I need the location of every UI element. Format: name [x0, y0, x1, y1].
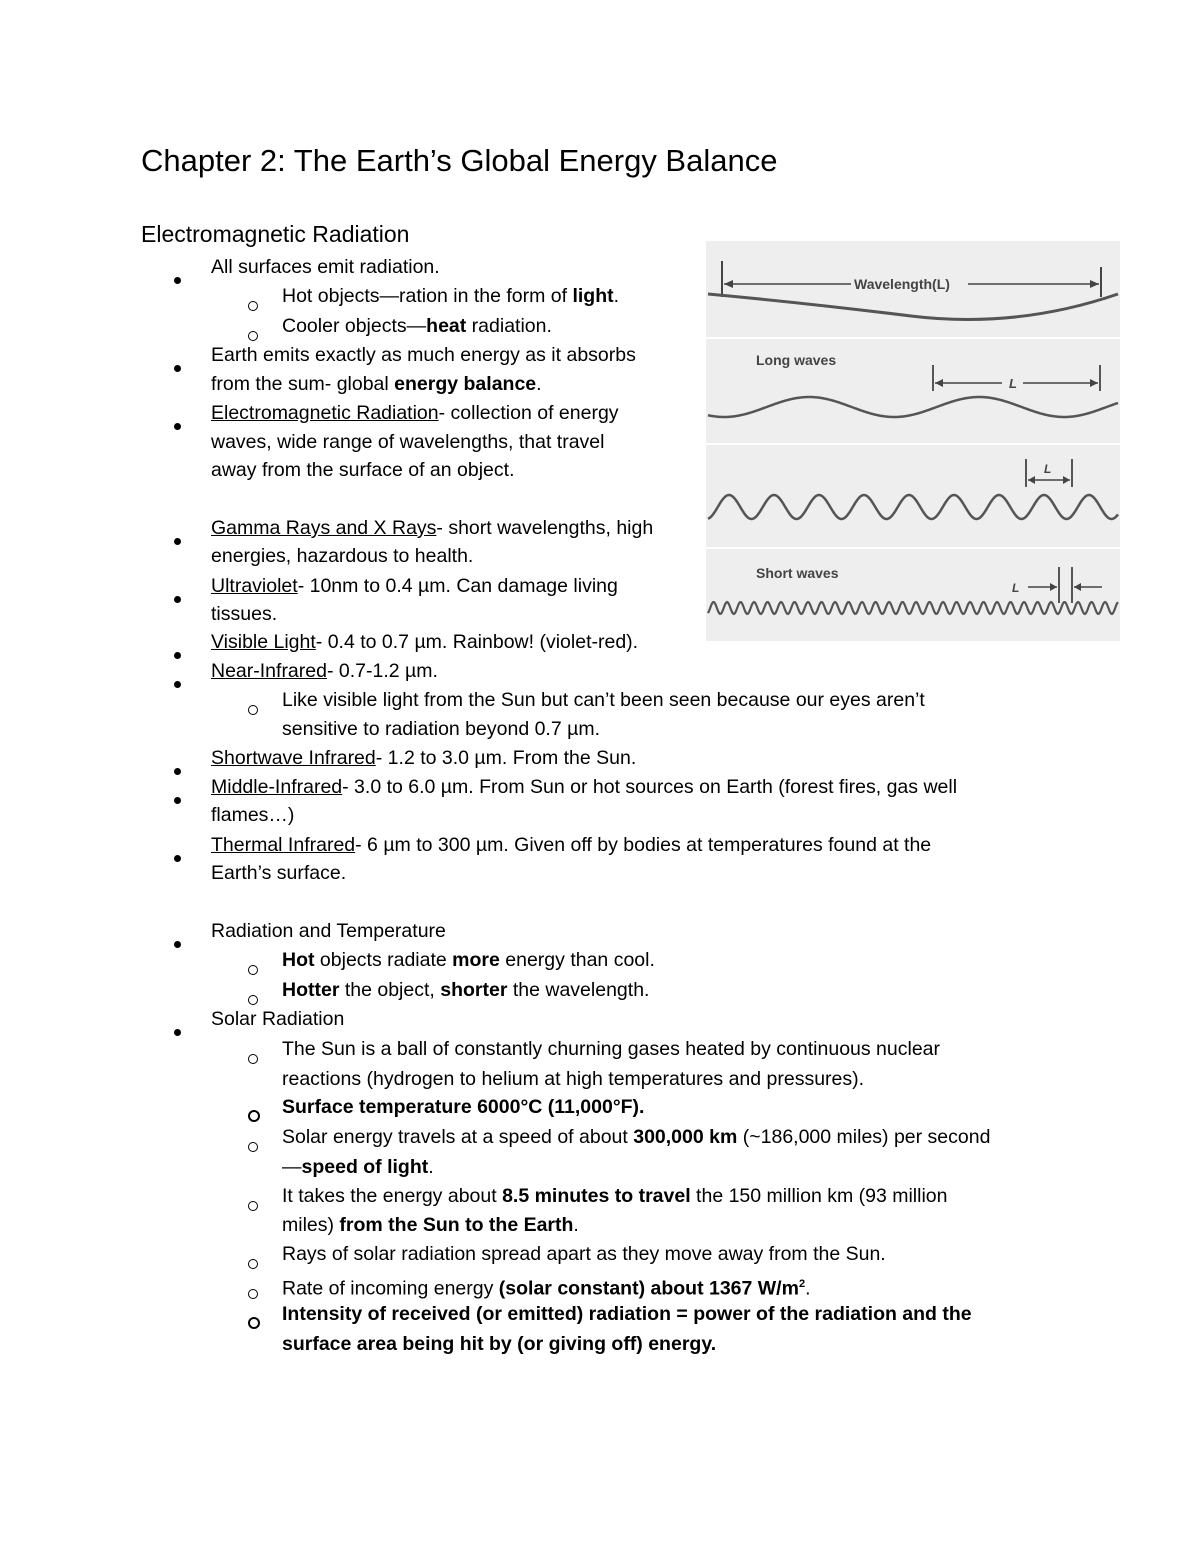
bullet-dot-icon: [174, 768, 181, 775]
list-item: Like visible light from the Sun but can’t been seen because our eyes aren’t: [282, 689, 925, 711]
list-item-continued: waves, wide range of wavelengths, that travel: [211, 431, 605, 453]
list-item: Thermal Infrared- 6 µm to 300 µm. Given off by bodies at temperatures found at the: [211, 834, 932, 856]
bullet-circle-icon: [248, 331, 258, 341]
list-item-continued: —speed of light.: [282, 1156, 434, 1178]
bullet-dot-icon: [174, 277, 181, 284]
svg-text:L: L: [1012, 581, 1020, 595]
bullet-circle-icon: [248, 1110, 260, 1122]
list-item: Hotter the object, shorter the wavelength.: [282, 979, 650, 1001]
bullet-dot-icon: [174, 1029, 181, 1036]
list-item: Radiation and Temperature: [211, 920, 446, 942]
list-item-continued: miles) from the Sun to the Earth.: [282, 1214, 579, 1236]
list-item: Hot objects—ration in the form of light.: [282, 285, 620, 307]
short-waves-label: Short waves: [756, 565, 839, 581]
wavelength-figure: [706, 241, 1120, 641]
list-item: Shortwave Infrared- 1.2 to 3.0 µm. From the Sun.: [211, 747, 637, 769]
list-item: It takes the energy about 8.5 minutes to travel the 150 million km (93 million: [282, 1185, 948, 1207]
list-item: Ultraviolet- 10nm to 0.4 µm. Can damage living: [211, 575, 618, 597]
bullet-circle-icon: [248, 301, 258, 311]
bullet-circle-icon: [248, 705, 258, 715]
wavelength-label: Wavelength(L): [854, 276, 950, 292]
list-item: Rays of solar radiation spread apart as they move away from the Sun.: [282, 1243, 886, 1265]
list-item: Gamma Rays and X Rays- short wavelengths, high: [211, 517, 654, 539]
list-item: Rate of incoming energy (solar constant) about 1367 $W/m^2$.: [282, 1277, 811, 1300]
list-item: The Sun is a ball of constantly churning gases heated by continuous nuclear: [282, 1038, 941, 1060]
list-item: Hot objects radiate more energy than cool.: [282, 949, 655, 971]
list-item-continued: from the sum- global energy balance.: [211, 373, 542, 395]
section-heading: Electromagnetic Radiation: [141, 221, 410, 247]
list-item: All surfaces emit radiation.: [211, 256, 440, 278]
list-item-continued: surface area being hit by (or giving off) energy.: [282, 1333, 717, 1355]
bullet-dot-icon: [174, 941, 181, 948]
bullet-circle-icon: [248, 1317, 260, 1329]
bullet-circle-icon: [248, 965, 258, 975]
list-item: Solar energy travels at a speed of about 300,000 km (~186,000 miles) per second: [282, 1126, 991, 1148]
list-item: Cooler objects—heat radiation.: [282, 315, 552, 337]
long-waves-label: Long waves: [756, 352, 837, 368]
svg-text:L: L: [1044, 462, 1052, 476]
list-item: Middle-Infrared- 3.0 to 6.0 µm. From Sun or hot sources on Earth (forest fires, gas well: [211, 776, 958, 798]
list-item: Solar Radiation: [211, 1008, 345, 1030]
bullet-circle-icon: [248, 1142, 258, 1152]
svg-text:L: L: [1009, 376, 1017, 391]
page-title: Chapter 2: The Earth’s Global Energy Balance: [141, 143, 778, 178]
list-item-continued: tissues.: [211, 603, 278, 625]
list-item-continued: away from the surface of an object.: [211, 459, 515, 481]
list-item: Electromagnetic Radiation- collection of energy: [211, 402, 619, 424]
list-item-continued: Earth’s surface.: [211, 862, 347, 884]
bullet-dot-icon: [174, 681, 181, 688]
list-item: Intensity of received (or emitted) radiation = power of the radiation and the: [282, 1303, 972, 1325]
bullet-circle-icon: [248, 1201, 258, 1211]
list-item: Visible Light- 0.4 to 0.7 µm. Rainbow! (violet-red).: [211, 631, 639, 653]
list-item-continued: energies, hazardous to health.: [211, 545, 474, 567]
list-item-continued: sensitive to radiation beyond 0.7 µm.: [282, 718, 600, 740]
list-item: Near-Infrared- 0.7-1.2 µm.: [211, 660, 438, 682]
bullet-circle-icon: [248, 995, 258, 1005]
bullet-dot-icon: [174, 652, 181, 659]
bullet-circle-icon: [248, 1259, 258, 1269]
list-item-continued: flames…): [211, 804, 295, 826]
bullet-dot-icon: [174, 596, 181, 603]
bullet-dot-icon: [174, 365, 181, 372]
bullet-circle-icon: [248, 1289, 258, 1299]
list-item: Earth emits exactly as much energy as it absorbs: [211, 344, 636, 366]
bullet-dot-icon: [174, 423, 181, 430]
bullet-dot-icon: [174, 855, 181, 862]
list-item: Surface temperature 6000°C (11,000°F).: [282, 1096, 645, 1118]
bullet-dot-icon: [174, 797, 181, 804]
bullet-circle-icon: [248, 1054, 258, 1064]
list-item-continued: reactions (hydrogen to helium at high temperatures and pressures).: [282, 1068, 865, 1090]
bullet-dot-icon: [174, 538, 181, 545]
